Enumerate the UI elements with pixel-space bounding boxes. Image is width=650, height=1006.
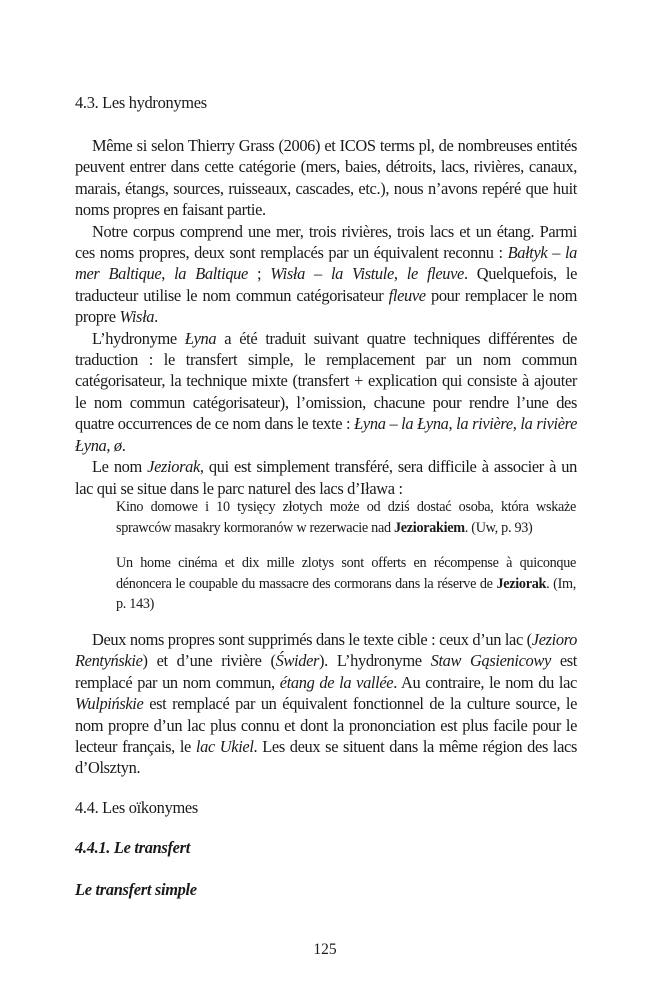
body-text-block-1: [75, 135, 577, 499]
paragraph-1: Même si selon Thierry Grass (2006) et ICOS terms pl, de nombreuses entités peuvent entrer dans cette catégorie (mers, baies, détroits, lacs, rivières, canaux, marais, étangs, sources, ruisseaux, cascades, etc.), nous n’avons repéré que huit noms propres en faisant partie.: [75, 136, 577, 220]
sub-heading-transfert-simple: Le transfert simple: [75, 880, 197, 899]
section-heading-4-4: 4.4. Les oïkonymes: [75, 798, 198, 817]
page-number: 125: [313, 941, 337, 958]
paragraph-3: L’hydronyme Łyna a été traduit suivant quatre techniques différentes de traduction : le transfert simple, le remplacement par un nom commun catégorisateur, la technique mixte (transfert + explication qui consiste à ajouter le nom commun catégorisateur), l’omission, chacune pour rendre l’une des quatre occurrences de ce nom dans le texte : Łyna – la Łyna, la rivière, la rivière Łyna, ø.: [75, 328, 578, 455]
paragraph-4: Le nom Jeziorak, qui est simplement transféré, sera difficile à associer à un lac qui se situe dans le parc naturel des lacs d’Iława :: [75, 457, 577, 498]
section-heading-4-3: 4.3. Les hydronymes: [75, 93, 207, 112]
subsection-heading-4-4-1: 4.4.1. Le transfert: [75, 838, 190, 857]
block-quote-polish: Kino domowe i 10 tysięcy złotych może od dziś dostać osoba, która wskaże sprawców masakry kormoranów w rezerwacie nad Jeziorakiem. (Uw, p. 93): [116, 499, 576, 536]
paragraph-2: Notre corpus comprend une mer, trois rivières, trois lacs et un étang. Parmi ces noms propres, deux sont remplacés par un équivalent reconnu : Bałtyk – la mer Baltique, la Baltique ; Wisła – la Vistule, le fleuve. Quelquefois, le traducteur utilise le nom commun catégorisateur fleuve pour remplacer le nom propre Wisła.: [75, 221, 578, 327]
body-text-block-2: [75, 629, 577, 779]
block-quote-french: Un home cinéma et dix mille zlotys sont offerts en récompense à quiconque dénoncera le coupable du massacre des cormorans dans la réserve de Jeziorak. (Im, p. 143): [116, 555, 577, 613]
paragraph-5: Deux noms propres sont supprimés dans le texte cible : ceux d’un lac (Jezioro Rentyńskie) et d’une rivière (Świder). L’hydronyme Staw Gąsienicowy est remplacé par un nom commun, étang de la vallée. Au contraire, le nom du lac Wulpińskie est remplacé par un équivalent fonctionnel de la culture source, le nom propre d’un lac plus connu et dont la prononciation est plus facile pour le lecteur français, le lac Ukiel. Les deux se situent dans la même région des lacs d’Olsztyn.: [75, 630, 577, 778]
